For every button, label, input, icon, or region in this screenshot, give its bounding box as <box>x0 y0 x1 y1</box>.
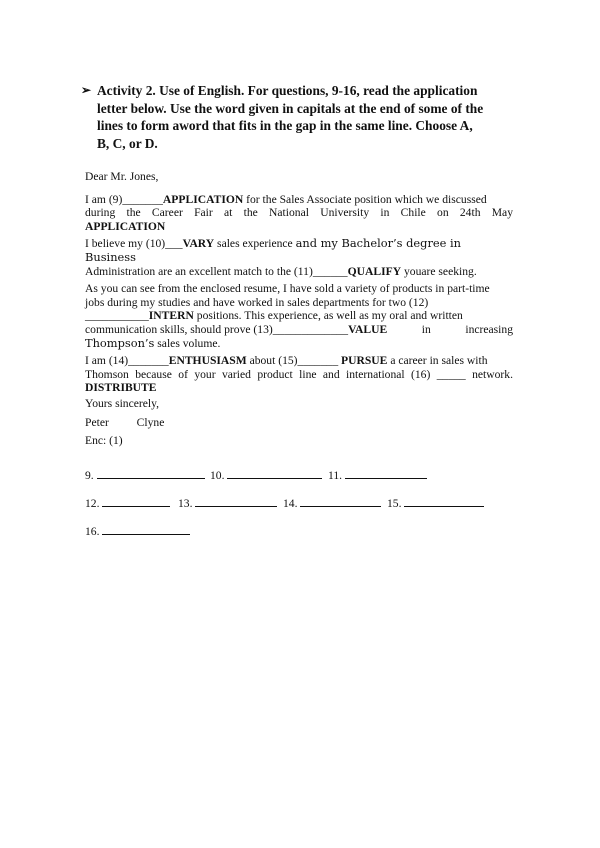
arrow-bullet-icon: ➢ <box>81 83 92 97</box>
answer-blank[interactable] <box>345 468 427 479</box>
letter-text: I am (14)_______ <box>85 354 169 368</box>
activity-instruction <box>81 82 529 152</box>
keyword: VARY <box>182 237 215 251</box>
signature-last-name: Clyne <box>136 416 165 429</box>
letter-paragraph-2 <box>85 237 513 278</box>
answer-number: 11. <box>328 469 343 482</box>
answer-blank[interactable] <box>102 524 190 535</box>
letter-text: and my Bachelor’s degree in Business <box>85 236 461 264</box>
application-letter <box>85 170 513 399</box>
letter-signoff: Yours sincerely, <box>85 397 160 410</box>
letter-text: Thomson because of your varied product line and international (16) _____ network. <box>85 367 513 381</box>
keyword: APPLICATION <box>85 219 166 233</box>
letter-paragraph-4 <box>85 354 513 395</box>
answer-item-12[interactable] <box>85 496 170 510</box>
answer-item-11[interactable] <box>328 468 427 482</box>
answer-blank[interactable] <box>97 468 205 479</box>
letter-text: about (15)_______ <box>246 354 342 368</box>
answer-number: 10. <box>210 469 225 482</box>
answer-row <box>85 496 515 524</box>
instruction-line: Activity 2. Use of English. For questions, 9-16, read the application <box>97 83 478 98</box>
letter-text: increasing <box>465 322 513 336</box>
letter-text: jobs during my studies and have worked in sales departments for two (12) <box>85 295 429 309</box>
answer-item-14[interactable] <box>283 496 381 510</box>
letter-text: Administration are an excellent match to the (11)______ <box>85 264 348 278</box>
answer-number: 13. <box>178 497 193 510</box>
letter-paragraph-3 <box>85 282 513 350</box>
answer-number: 15. <box>387 497 402 510</box>
letter-text: youare seeking. <box>401 264 477 278</box>
answer-item-15[interactable] <box>387 496 484 510</box>
answer-number: 16. <box>85 525 100 538</box>
answer-number: 14. <box>283 497 298 510</box>
letter-text: sales volume. <box>154 336 221 350</box>
keyword: APPLICATION <box>162 192 244 206</box>
answer-row <box>85 524 515 552</box>
keyword: PURSUE <box>341 354 388 368</box>
keyword: DISTRIBUTE <box>85 381 157 395</box>
letter-text: Thompson’s <box>85 335 155 350</box>
answer-number: 9. <box>85 469 94 482</box>
letter-signature <box>85 416 385 429</box>
instruction-line: lines to form aword that fits in the gap in the same line. Choose A, <box>97 118 473 133</box>
letter-text: communication skills, should prove (13)_____________ <box>85 322 349 336</box>
answer-grid <box>85 468 515 552</box>
answer-number: 12. <box>85 497 100 510</box>
answer-blank[interactable] <box>227 468 322 479</box>
letter-enclosure: Enc: (1) <box>85 434 123 447</box>
instruction-line: letter below. Use the word given in capitals at the end of some of the <box>97 100 484 116</box>
keyword: ENTHUSIASM <box>168 354 247 368</box>
letter-text: ___________ <box>85 309 149 323</box>
letter-line <box>85 323 513 337</box>
answer-item-13[interactable] <box>178 496 277 510</box>
letter-text: sales experience <box>214 237 296 251</box>
letter-text: during the Career Fair at the National University in Chile on 24th May <box>85 206 513 220</box>
keyword: QUALIFY <box>347 264 402 278</box>
letter-text: I am (9)_______ <box>85 192 163 206</box>
keyword: INTERN <box>148 309 194 323</box>
answer-item-9[interactable] <box>85 468 205 482</box>
letter-text: I believe my (10)___ <box>85 237 183 251</box>
keyword: VALUE <box>348 322 388 336</box>
letter-paragraph-1 <box>85 193 513 234</box>
letter-text: As you can see from the enclosed resume, I have sold a variety of products in part-time <box>85 282 490 296</box>
letter-text: for the Sales Associate position which we discussed <box>243 192 487 206</box>
answer-blank[interactable] <box>102 496 170 507</box>
letter-text: in <box>421 322 431 336</box>
instruction-line: B, C, or D. <box>97 135 158 151</box>
answer-row <box>85 468 515 496</box>
answer-item-10[interactable] <box>210 468 322 482</box>
letter-text: a career in sales with <box>387 354 488 368</box>
answer-blank[interactable] <box>195 496 277 507</box>
letter-text: positions. This experience, as well as my oral and written <box>193 309 463 323</box>
answer-blank[interactable] <box>404 496 484 507</box>
answer-blank[interactable] <box>300 496 381 507</box>
signature-first-name: Peter <box>85 416 109 429</box>
letter-greeting: Dear Mr. Jones, <box>85 170 159 183</box>
answer-item-16[interactable] <box>85 524 190 538</box>
